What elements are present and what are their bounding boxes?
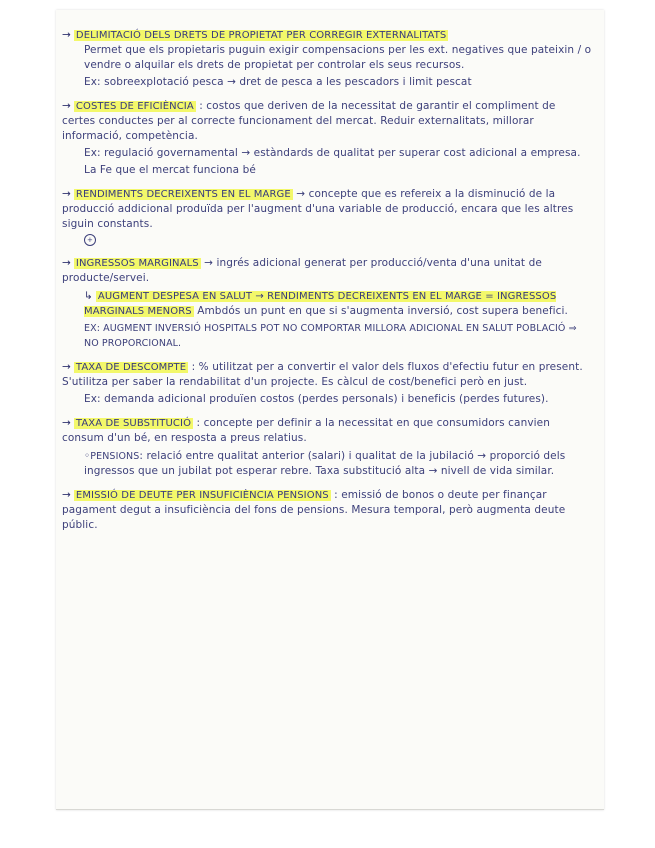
note-example: Ex: regulació governamental → estàndards de qualitat per superar cost adicional a empresa.: [84, 147, 581, 159]
page-edge: [56, 809, 604, 810]
note-body: : costos que deriven de la necessitat de garantir el compliment de certes conductes per al correcte funcionament del mercat. Reduir externalitats, millorar informació, competència.: [62, 100, 556, 142]
note-example: Ex: demanda adicional produïen costos (perdes personals) i beneficis (perdes futures).: [84, 393, 549, 405]
arrow-icon: →: [62, 417, 71, 429]
note-entry: [62, 187, 592, 247]
note-body: Permet que els propietaris puguin exigir compensacions per les ext. negatives que pateixin / o vendre o alquilar els drets de propietat per controlar els seus recursos.: [84, 44, 592, 71]
note-example: EX: AUGMENT INVERSIÓ HOSPITALS POT NO COMPORTAR MILLORA ADICIONAL EN SALUT POBLACIÓ ⇒ NO PROPORCIONAL.: [84, 323, 577, 349]
arrow-icon: ↳: [84, 290, 93, 302]
note-term: TAXA DE DESCOMPTE: [75, 362, 187, 373]
note-body: → ingrés adicional generat per producció/venta d'una unitat de producte/servei.: [62, 257, 542, 284]
bullet-icon: ◦: [84, 450, 91, 462]
arrow-icon: →: [62, 489, 71, 501]
note-term: COSTES DE EFICIÈNCIA: [75, 101, 194, 112]
note-body: : emissió de bonos o deute per finançar pagament degut a insuficiència del fons de pensions. Mesura temporal, però augmenta deute públic.: [62, 489, 566, 531]
arrow-icon: →: [62, 100, 71, 112]
handwritten-notes: [62, 28, 592, 542]
note-term: DELIMITACIÓ DELS DRETS DE PROPIETAT PER CORREGIR EXTERNALITATS: [75, 30, 447, 41]
arrow-icon: →: [62, 188, 71, 200]
note-aside: La Fe que el mercat funciona bé: [84, 164, 256, 176]
note-entry: [62, 99, 592, 178]
note-entry: [62, 256, 592, 351]
note-example: Ex: sobreexplotació pesca → dret de pesca a les pescadors i limit pescat: [84, 76, 472, 88]
note-entry: [62, 488, 592, 533]
note-body: → concepte que es refereix a la disminució de la producció addicional produïda per l'augment d'una variable de producció, encara que les altres siguin constants.: [62, 188, 574, 230]
note-term: INGRESSOS MARGINALS: [75, 258, 199, 269]
note-entry: [62, 416, 592, 479]
note-term: RENDIMENTS DECREIXENTS EN EL MARGE: [75, 189, 291, 200]
note-body: : % utilitzat per a convertir el valor dels fluxos d'efectiu futur en present. S'utilitza per saber la rendabilitat d'un projecte. Es càlcul de cost/benefici però en just.: [62, 361, 583, 388]
arrow-icon: →: [62, 29, 71, 41]
note-term: TAXA DE SUBSTITUCIÓ: [75, 418, 192, 429]
note-entry: [62, 360, 592, 407]
note-subbody: Ambdós un punt en que si s'augmenta inversió, cost supera benefici.: [197, 305, 568, 317]
note-subterm: PENSIONS: [90, 451, 140, 462]
note-subbody: : relació entre qualitat anterior (salari) i qualitat de la jubilació → proporció dels ingressos que un jubilat pot esperar rebre. Taxa substitució alta → nivell de vida similar.: [84, 450, 566, 477]
arrow-icon: →: [62, 361, 71, 373]
note-body: : concepte per definir a la necessitat en que consumidors canvien consum d'un bé, en resposta a preus relatius.: [62, 417, 550, 444]
plus-circle-icon: +: [84, 234, 96, 246]
note-entry: [62, 28, 592, 90]
note-subterm: AUGMENT DESPESA EN SALUT → RENDIMENTS DECREIXENTS EN EL MARGE = INGRESSOS MARGINALS MENORS: [84, 291, 557, 317]
note-term: EMISSIÓ DE DEUTE PER INSUFICIÈNCIA PENSIONS: [75, 490, 329, 501]
arrow-icon: →: [62, 257, 71, 269]
